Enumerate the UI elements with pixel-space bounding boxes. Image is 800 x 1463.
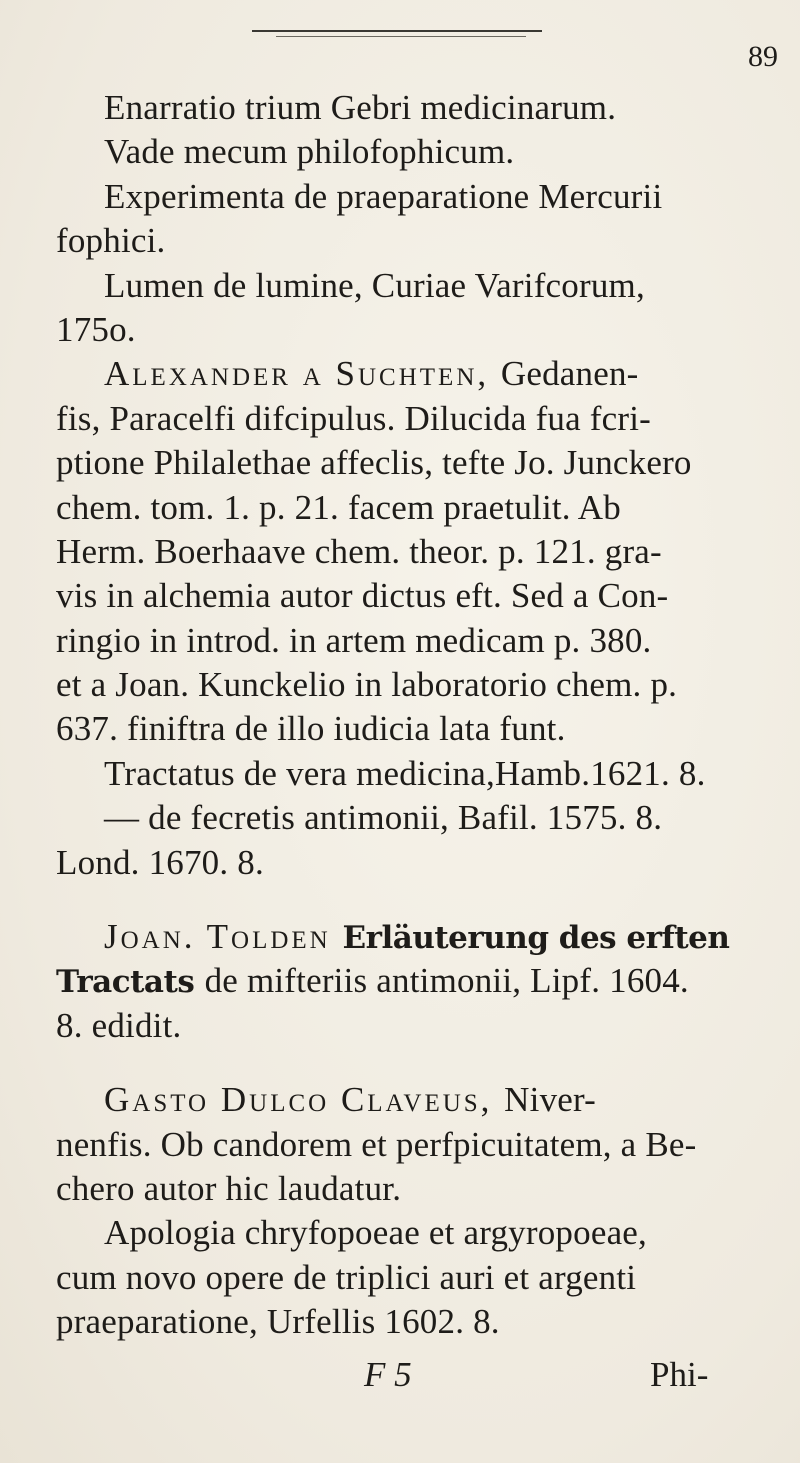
- text-line: [56, 959, 766, 1003]
- fraktur-title: Tractats: [56, 964, 205, 1001]
- text-line: ringio in introd. in artem medicam p. 380.: [56, 620, 652, 660]
- text-line: praeparatione, Urfellis 1602. 8.: [56, 1302, 500, 1342]
- text-line: Lond. 1670. 8.: [56, 842, 264, 882]
- text-line: — de fecretis antimonii, Bafil. 1575. 8.: [104, 798, 663, 838]
- text-line: Enarratio trium Gebri medicinarum.: [104, 88, 617, 127]
- text-line: cum novo opere de triplici auri et argenti: [56, 1257, 637, 1297]
- author-name: Alexander a Suchten,: [104, 354, 501, 394]
- fraktur-title: Erläuterung des erften: [342, 920, 730, 957]
- catchword: Phi-: [650, 1355, 709, 1394]
- spacer: [56, 885, 766, 915]
- text-line: Herm. Boerhaave chem. theor. p. 121. gra-: [56, 531, 662, 571]
- text-line: Tractatus de vera medicina,Hamb.1621. 8.: [104, 753, 706, 793]
- text-line: Apologia chryfopoeae et argyropoeae,: [104, 1213, 647, 1253]
- spacer: [56, 1048, 766, 1078]
- text-line: 637. finiftra de illo iudicia lata funt.: [56, 709, 566, 749]
- signature-mark: F 5: [364, 1355, 412, 1394]
- text-line: Lumen de lumine, Curiae Varifcorum,: [104, 265, 645, 305]
- body-text: [56, 86, 766, 1345]
- author-entry-line: [56, 352, 766, 396]
- text-line: Experimenta de praeparatione Mercurii: [104, 176, 663, 216]
- text-run: de mifteriis antimonii, Lipf. 1604.: [204, 961, 689, 1001]
- text-line: fis, Paracelfi difcipulus. Dilucida fua fcri-: [56, 398, 652, 438]
- text-line: ptione Philalethae affeclis, tefte Jo. Junckero: [56, 443, 692, 483]
- text-line: chem. tom. 1. p. 21. facem praetulit. Ab: [56, 487, 621, 527]
- text-line: nenfis. Ob candorem et perfpicuitatem, a Be-: [56, 1124, 697, 1164]
- text-line: et a Joan. Kunckelio in laboratorio chem. p.: [56, 665, 678, 705]
- page-footer: [0, 1355, 800, 1405]
- author-name: Gasto Dulco Claveus,: [104, 1080, 505, 1120]
- text-line: Vade mecum philofophicum.: [104, 132, 515, 172]
- text-run: Niver-: [504, 1080, 597, 1120]
- author-name: Joan. Tolden: [104, 917, 343, 957]
- text-line: vis in alchemia autor dictus eft. Sed a Con-: [56, 576, 669, 616]
- author-entry-line: [56, 1078, 766, 1122]
- text-line: 175o.: [56, 309, 136, 349]
- text-line: chero autor hic laudatur.: [56, 1168, 402, 1208]
- text-line: fophici.: [56, 221, 166, 261]
- page-number: 89: [748, 40, 778, 73]
- header-rule: [252, 30, 542, 32]
- text-run: Gedanen-: [500, 354, 639, 394]
- header-rule-thin: [276, 36, 526, 37]
- author-entry-line: [56, 915, 766, 959]
- text-line: 8. edidit.: [56, 1005, 182, 1045]
